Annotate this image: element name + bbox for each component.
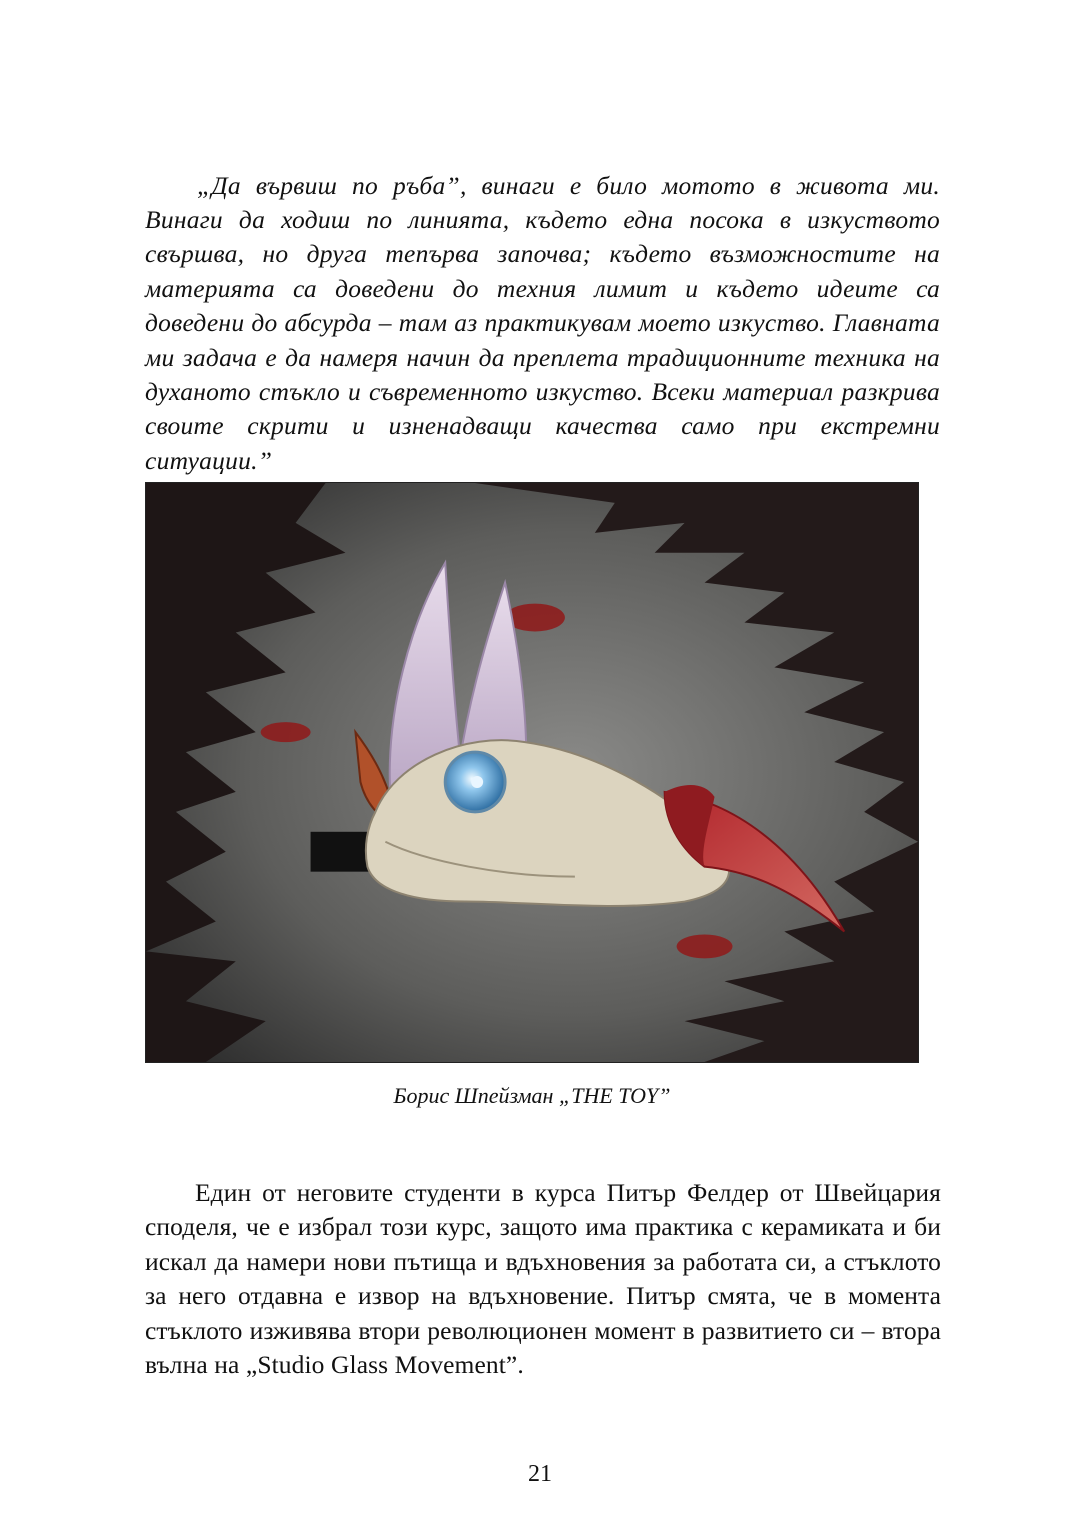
- figure-caption: Борис Шпейзман „THE TOY”: [393, 1083, 671, 1108]
- page-number: 21: [528, 1461, 552, 1487]
- body-paragraph-text: Един от неговите студенти в курса Питър Фелдер от Швейцария споделя, че е избрал този курс, защото има практика с керамиката и би искал да намери нови пътища и вдъхновения за работата си, а стъклото за него отдавна е извор на вдъхновение. Питър смята, че в момента стъклото изживява втори революционен момент в развитието си – втора вълна на „Studio Glass Movement”.: [145, 1177, 941, 1380]
- body-paragraph: [145, 1176, 941, 1384]
- artist-quote: [145, 169, 940, 479]
- artwork-photo: [145, 482, 919, 1063]
- artwork-illustration: [146, 483, 918, 1062]
- quote-text: „Да вървиш по ръба”, винаги е било мотото в живота ми. Винаги да ходиш по линията, където една посока в изкуството свършва, но друга тепърва започва; където възможностите на материята са доведени до техния лимит и където идеите са доведени до абсурда – там аз практикувам моето изкуство. Главната ми задача е да намеря начин да преплета традиционните техника на духаното стъкло и съвременното изкуство. Всеки материал разкрива своите скрити и изненадващи качества само при екстремни ситуации.”: [145, 170, 940, 475]
